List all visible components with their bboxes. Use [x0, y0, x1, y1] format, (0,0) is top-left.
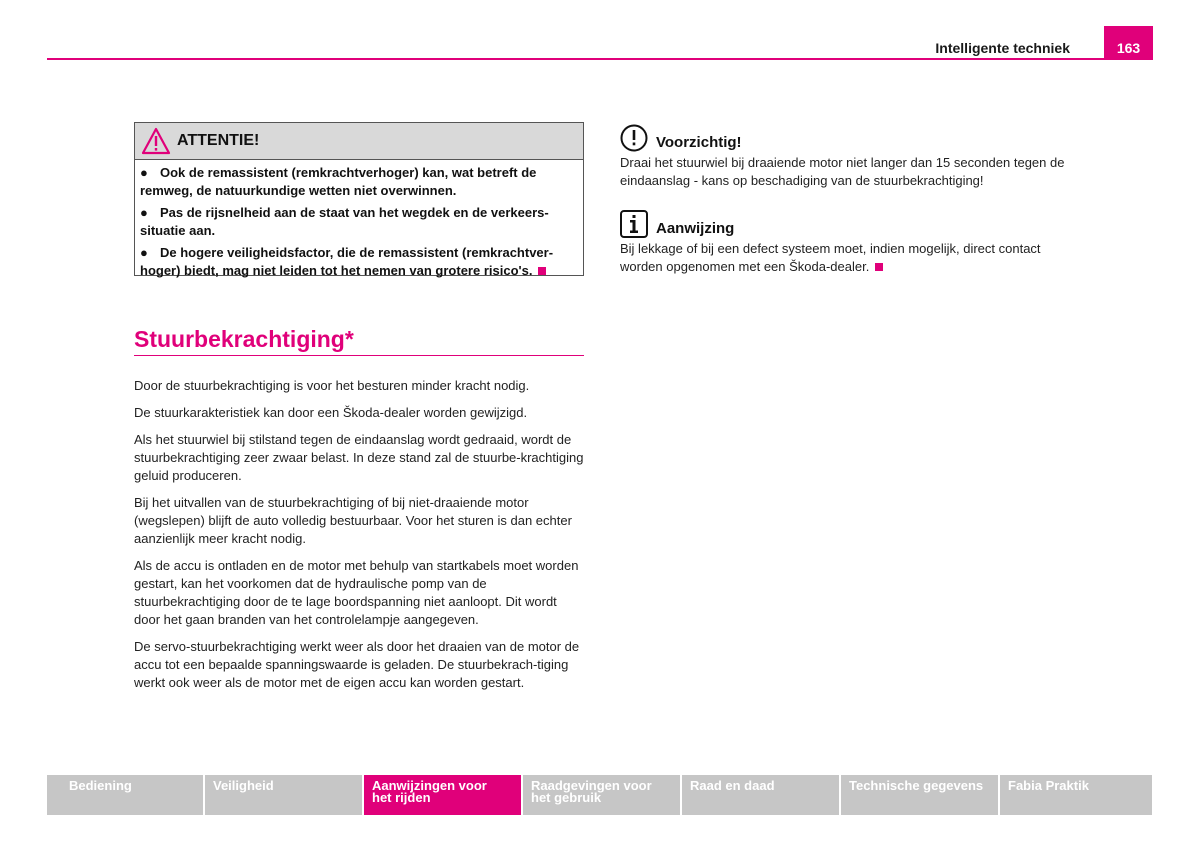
caution-note — [620, 122, 1080, 190]
bullet-icon: ● — [140, 205, 148, 220]
page-number — [1104, 26, 1153, 59]
attention-list — [135, 160, 583, 280]
attention-item-text: Ook de remassistent (remkrachtverhoger) kan, wat betreft de remweg, de natuurkundige wetten niet overwinnen. — [140, 165, 537, 198]
caution-title: Voorzichtig! — [656, 134, 742, 151]
warning-triangle-icon — [141, 127, 171, 155]
end-square-icon — [538, 267, 546, 275]
list-item — [140, 164, 578, 200]
footer-nav — [47, 775, 1153, 815]
paragraph: De stuurkarakteristiek kan door een Škoda-dealer worden gewijzigd. — [134, 405, 528, 420]
tab-technische-gegevens[interactable] — [841, 775, 998, 815]
tab-label: Fabia Praktik — [1008, 778, 1089, 793]
bullet-icon: ● — [140, 165, 148, 180]
tab-veiligheid[interactable] — [205, 775, 362, 815]
body-text — [134, 377, 586, 701]
caution-text: Draai het stuurwiel bij draaiende motor niet langer dan 15 seconden tegen de eindaanslag - kans op beschadiging van de stuurbekrachtiging! — [620, 155, 1065, 188]
paragraph: Als het stuurwiel bij stilstand tegen de eindaanslag wordt gedraaid, wordt de stuurbekrachtiging zeer zwaar belast. In deze stand zal de stuurbe-krachtiging geluid produceren. — [134, 432, 584, 483]
hint-note — [620, 208, 1080, 276]
tab-label: Raadgevingen voor — [531, 778, 652, 793]
attention-title: ATTENTIE! — [177, 132, 260, 149]
attention-header — [135, 123, 583, 160]
page-number-text: 163 — [1116, 39, 1141, 56]
section-title: Intelligente techniek — [935, 40, 1070, 56]
hint-text-block — [620, 240, 1080, 276]
exclamation-circle-icon — [620, 124, 648, 152]
hint-title: Aanwijzing — [656, 220, 735, 237]
caution-header — [620, 122, 1080, 152]
page-title: Stuurbekrachtiging* — [134, 326, 584, 356]
tab-label: Technische gegevens — [849, 778, 984, 793]
hint-header — [620, 208, 1080, 238]
tab-label: Bediening — [69, 778, 132, 793]
tab-label: Aanwijzingen voor — [372, 778, 487, 793]
tab-raad-en-daad[interactable] — [682, 775, 839, 815]
tab-label: Raad en daad — [690, 778, 775, 793]
hint-text: Bij lekkage of bij een defect systeem moet, indien mogelijk, direct contact worden opgenomen met een Škoda-dealer. — [620, 241, 1041, 274]
tab-raadgevingen-voor-het-gebruik[interactable] — [523, 775, 680, 815]
paragraph: Door de stuurbekrachtiging is voor het besturen minder kracht nodig. — [134, 378, 530, 393]
tab-label-line2: het rijden — [372, 790, 431, 805]
tab-fabia-praktik[interactable] — [1000, 775, 1152, 815]
tab-aanwijzingen-voor-het-rijden[interactable] — [364, 775, 521, 815]
attention-item-text: Pas de rijsnelheid aan de staat van het wegdek en de verkeers-situatie aan. — [140, 205, 549, 238]
list-item — [140, 204, 578, 240]
paragraph: Als de accu is ontladen en de motor met behulp van startkabels moet worden gestart, kan het voorkomen dat de hydraulische pomp van de stuurbekrachtiging door de te lage boordspanning niet aanloopt. Dit wordt door het gaan branden van het controlelampje aangegeven. — [134, 558, 579, 627]
tab-label-line2: het gebruik — [531, 790, 602, 805]
attention-box — [134, 122, 584, 276]
tab-bediening[interactable] — [47, 775, 203, 815]
tab-label: Veiligheid — [213, 778, 274, 793]
paragraph: Bij het uitvallen van de stuurbekrachtiging of bij niet-draaiende motor (wegslepen) blijft de auto volledig bestuurbaar. Voor het sturen is dan echter aanzienlijk meer kracht nodig. — [134, 495, 572, 546]
bullet-icon: ● — [140, 245, 148, 260]
end-square-icon — [875, 263, 883, 271]
attention-item-text: De hogere veiligheidsfactor, die de remassistent (remkrachtver-hoger) biedt, mag niet leiden tot het nemen van grotere risico's. — [140, 245, 554, 278]
header-rule — [47, 58, 1153, 60]
paragraph: De servo-stuurbekrachtiging werkt weer als door het draaien van de motor de accu tot een bepaalde spanningswaarde is geladen. De stuurbekrach-tiging werkt ook weer als de motor met de eigen accu kan worden gestart. — [134, 639, 580, 690]
list-item — [140, 244, 578, 280]
info-icon — [620, 210, 648, 238]
